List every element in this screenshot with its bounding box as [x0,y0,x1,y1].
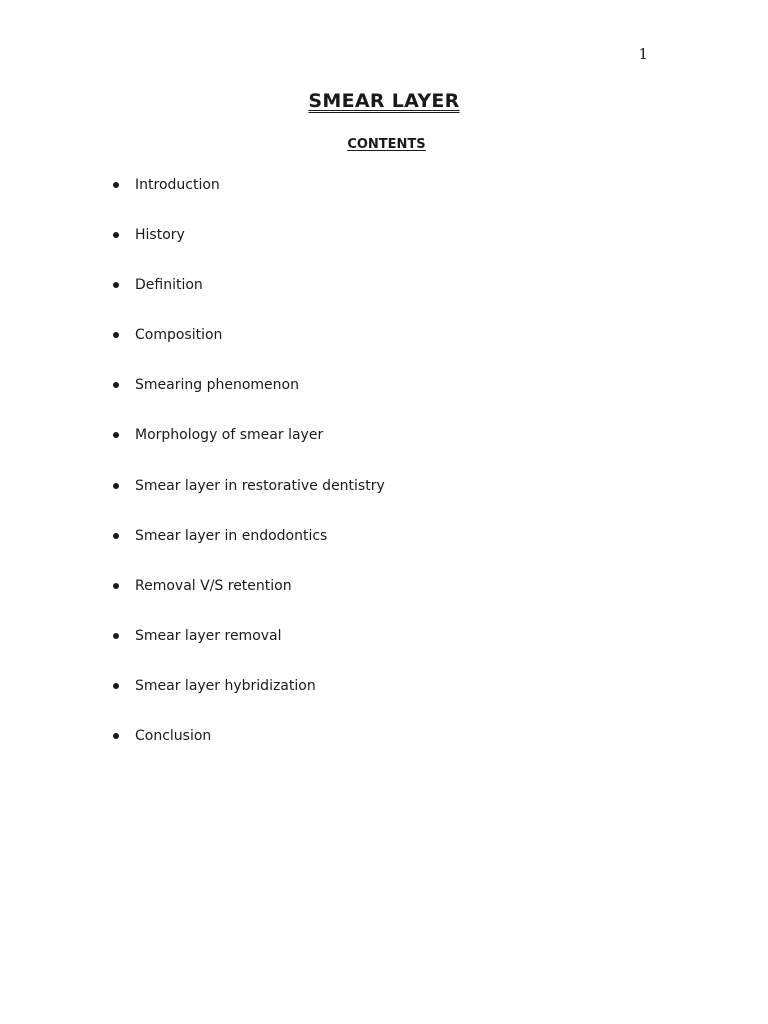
contents-item-label: Definition [135,277,203,294]
page-number: 1 [638,45,648,63]
bullet-icon [113,432,119,438]
contents-item-label: Removal V/S retention [135,577,292,594]
contents-item-label: Smearing phenomenon [135,377,299,394]
bullet-icon [113,533,119,539]
bullet-icon [113,382,119,388]
document-title: SMEAR LAYER [308,90,460,112]
bullet-icon [113,683,119,689]
contents-heading: CONTENTS [347,137,426,152]
contents-item-label: History [135,227,185,244]
bullet-icon [113,282,119,288]
contents-item-label: Smear layer removal [135,627,282,644]
bullet-icon [113,633,119,639]
bullet-icon [113,583,119,589]
contents-item-label: Smear layer in endodontics [135,527,328,544]
contents-item-label: Smear layer hybridization [135,677,316,694]
contents-item-label: Introduction [135,177,220,193]
bullet-icon [113,733,119,739]
contents-item-label: Composition [135,327,223,344]
contents-item-label: Conclusion [135,728,212,745]
contents-item-label: Smear layer in restorative dentistry [135,477,385,494]
bullet-icon [113,483,119,489]
bullet-icon [113,232,119,238]
contents-item-label: Morphology of smear layer [135,427,324,444]
bullet-icon [113,182,119,188]
bullet-icon [113,332,119,338]
